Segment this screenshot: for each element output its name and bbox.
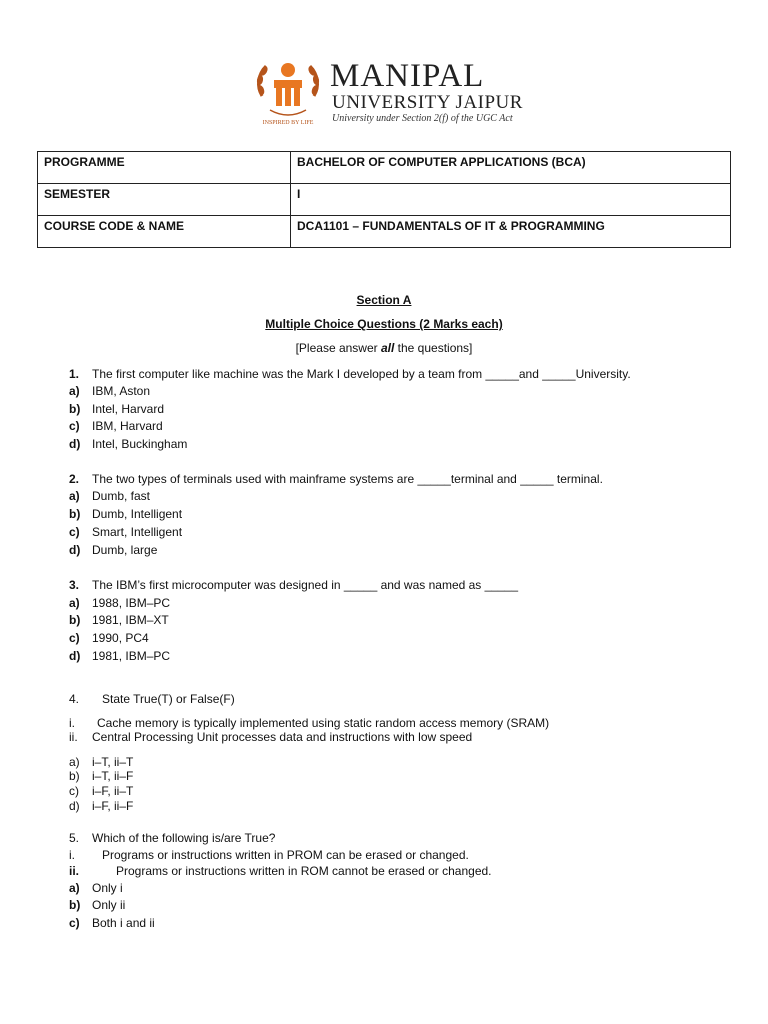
brand-tagline: University under Section 2(f) of the UGC Act: [332, 113, 513, 124]
semester-value: I: [291, 184, 731, 216]
option-label: c): [69, 916, 80, 930]
option-text: IBM, Harvard: [92, 419, 163, 433]
question-number: 5.: [69, 831, 80, 845]
statement-label: i.: [69, 848, 75, 862]
course-label: COURSE CODE & NAME: [38, 216, 291, 248]
programme-value: BACHELOR OF COMPUTER APPLICATIONS (BCA): [291, 152, 731, 184]
option-label: b): [69, 769, 80, 783]
option-text: Dumb, large: [92, 543, 158, 557]
option-label: b): [69, 898, 81, 912]
option-text: 1990, PC4: [92, 631, 149, 645]
option-text: Only i: [92, 881, 123, 895]
option-label: d): [69, 799, 80, 813]
option-text: i–T, ii–F: [92, 769, 134, 783]
instructions: [0, 341, 768, 355]
option-label: b): [69, 613, 81, 627]
option-label: c): [69, 631, 80, 645]
statement-label: i.: [69, 716, 75, 730]
option-text: Dumb, Intelligent: [92, 507, 183, 521]
option-text: 1981, IBM–PC: [92, 649, 171, 663]
brand-name: MANIPAL: [330, 58, 485, 94]
statement-text: Central Processing Unit processes data and instructions with low speed: [92, 730, 473, 744]
option-text: i–F, ii–F: [92, 799, 134, 813]
option-text: Both i and ii: [92, 916, 155, 930]
course-info-table: [37, 151, 731, 248]
option-text: IBM, Aston: [92, 384, 151, 398]
seal-motto: INSPIRED BY LIFE: [262, 120, 314, 126]
option-label: a): [69, 881, 80, 895]
option-text: Dumb, fast: [92, 489, 151, 503]
university-logo: [248, 56, 528, 128]
table-row: [38, 152, 731, 184]
programme-label: PROGRAMME: [38, 152, 291, 184]
option-text: Only ii: [92, 898, 126, 912]
question-text: The first computer like machine was the Mark I developed by a team from _____and _____University.: [92, 367, 631, 381]
option-label: d): [69, 437, 81, 451]
option-text: i–T, ii–T: [92, 755, 134, 769]
option-label: a): [69, 755, 80, 769]
table-row: [38, 216, 731, 248]
option-label: c): [69, 419, 80, 433]
option-text: Intel, Harvard: [92, 402, 165, 416]
question-text: The two types of terminals used with mainframe systems are _____terminal and _____ terminal.: [92, 472, 603, 486]
table-row: [38, 184, 731, 216]
section-subtitle: Multiple Choice Questions (2 Marks each): [265, 317, 503, 331]
question-number: 1.: [69, 367, 80, 381]
option-label: a): [69, 596, 80, 610]
option-text: 1988, IBM–PC: [92, 596, 171, 610]
statement-text: Programs or instructions written in ROM cannot be erased or changed.: [116, 864, 492, 878]
question-text: Which of the following is/are True?: [92, 831, 276, 845]
statement-label: ii.: [69, 730, 78, 744]
option-text: i–F, ii–T: [92, 784, 134, 798]
question-text: The IBM’s first microcomputer was designed in _____ and was named as _____: [92, 578, 519, 592]
option-label: c): [69, 525, 80, 539]
option-text: 1981, IBM–XT: [92, 613, 169, 627]
question-number: 4.: [69, 692, 80, 706]
option-label: d): [69, 649, 81, 663]
option-label: d): [69, 543, 81, 557]
option-label: a): [69, 384, 80, 398]
statement-text: Cache memory is typically implemented using static random access memory (SRAM): [97, 716, 550, 730]
instruction-prefix: [Please answer: [295, 341, 381, 355]
statement-label: ii.: [69, 864, 80, 878]
option-label: a): [69, 489, 80, 503]
university-seal-icon: [248, 56, 328, 128]
option-text: Intel, Buckingham: [92, 437, 188, 451]
question-number: 2.: [69, 472, 80, 486]
instruction-emphasis: all: [380, 341, 395, 355]
brand-subtitle: UNIVERSITY JAIPUR: [332, 92, 523, 113]
statement-text: Programs or instructions written in PROM can be erased or changed.: [102, 848, 469, 862]
course-value: DCA1101 – FUNDAMENTALS OF IT & PROGRAMMING: [291, 216, 731, 248]
semester-label: SEMESTER: [38, 184, 291, 216]
option-text: Smart, Intelligent: [92, 525, 183, 539]
option-label: b): [69, 402, 81, 416]
section-title: Section A: [356, 293, 412, 307]
option-label: b): [69, 507, 81, 521]
instruction-suffix: the questions]: [394, 341, 473, 355]
option-label: c): [69, 784, 79, 798]
question-text: State True(T) or False(F): [102, 692, 235, 706]
question-number: 3.: [69, 578, 80, 592]
